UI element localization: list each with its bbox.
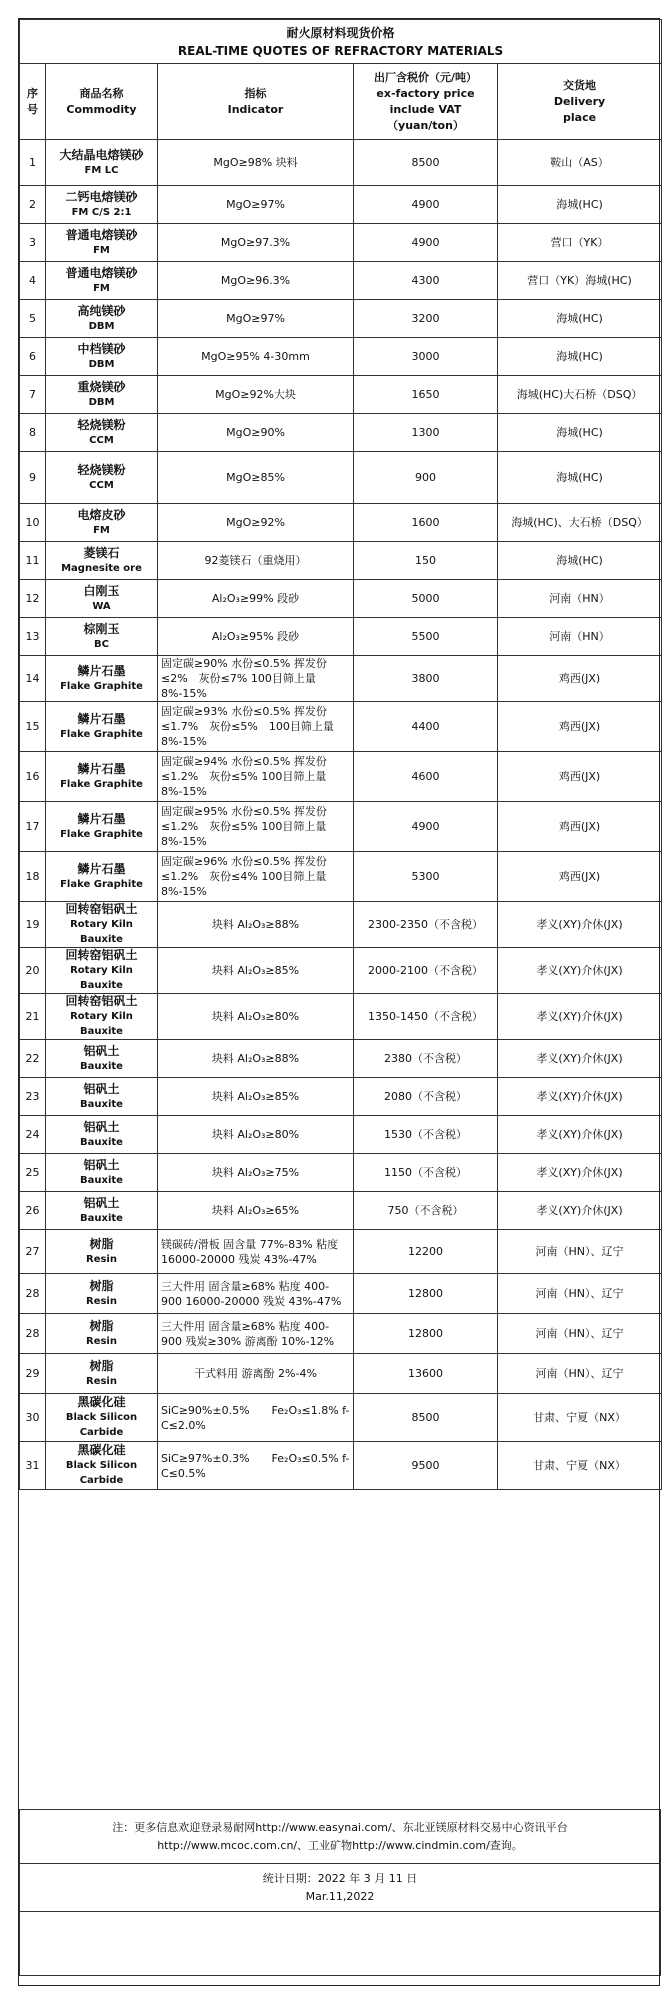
indicator-cell: 镁碳砖/滑板 固含量 77%-83% 粘度 16000-20000 残炭 43%-47%: [158, 1230, 354, 1274]
row-number: 14: [20, 656, 46, 702]
delivery-place-cell: 海城(HC): [498, 186, 662, 224]
table-row: [20, 580, 662, 618]
indicator-cell: 块料 Al₂O₃≥85%: [158, 1078, 354, 1116]
table-row: [20, 504, 662, 542]
delivery-place-cell: 河南（HN）、辽宁: [498, 1314, 662, 1354]
delivery-place-cell: 鸡西(JX): [498, 802, 662, 852]
table-row: [20, 414, 662, 452]
delivery-place-cell: 孝义(XY)介休(JX): [498, 948, 662, 994]
commodity-cn: 大结晶电熔镁砂: [59, 147, 144, 162]
table-row: [20, 1354, 662, 1394]
table-row: [20, 948, 662, 994]
commodity-cn: 鳞片石墨: [77, 811, 126, 826]
delivery-place-cell: 鸡西(JX): [498, 752, 662, 802]
delivery-place-cell: 海城(HC): [498, 338, 662, 376]
table-row: [20, 752, 662, 802]
header-price-en1: ex-factory price: [376, 86, 475, 100]
delivery-place-cell: 营口（YK）海城(HC): [498, 262, 662, 300]
commodity-cell: [46, 338, 158, 376]
commodity-en: Flake Graphite: [60, 778, 143, 790]
table-row: [20, 1442, 662, 1490]
commodity-cell: [46, 656, 158, 702]
commodity-cn: 重烧镁砂: [77, 379, 126, 394]
commodity-en: FM LC: [84, 164, 119, 176]
delivery-place-cell: 孝义(XY)介休(JX): [498, 1154, 662, 1192]
header-price: [354, 64, 498, 140]
table-row: [20, 1394, 662, 1442]
row-number: 6: [20, 338, 46, 376]
row-number: 24: [20, 1116, 46, 1154]
commodity-cn: 树脂: [89, 1278, 114, 1293]
delivery-place-cell: 鸡西(JX): [498, 656, 662, 702]
price-cell: 12800: [354, 1314, 498, 1354]
indicator-cell: 固定碳≥96% 水份≤0.5% 挥发份≤1.2% 灰份≤4% 100目筛上量 8%-15%: [158, 852, 354, 902]
title-cn: 耐火原材料现货价格: [286, 25, 395, 40]
commodity-cn: 二钙电熔镁砂: [65, 189, 138, 204]
commodity-en: BC: [94, 638, 109, 650]
commodity-cn: 黑碳化硅: [77, 1395, 126, 1409]
indicator-cell: 固定碳≥90% 水份≤0.5% 挥发份≤2% 灰份≤7% 100目筛上量 8%-15%: [158, 656, 354, 702]
footer: [19, 1809, 659, 1976]
price-cell: 2380（不含税）: [354, 1040, 498, 1078]
commodity-en: Bauxite: [80, 1060, 123, 1072]
price-cell: 2000-2100（不含税）: [354, 948, 498, 994]
commodity-cell: [46, 452, 158, 504]
delivery-place-cell: 鞍山（AS）: [498, 140, 662, 186]
header-commodity-en: Commodity: [66, 102, 137, 116]
indicator-cell: 块料 Al₂O₃≥80%: [158, 1116, 354, 1154]
commodity-cell: [46, 994, 158, 1040]
row-number: 4: [20, 262, 46, 300]
header-commodity: [46, 64, 158, 140]
commodity-en: DBM: [88, 320, 115, 332]
delivery-place-cell: 河南（HN）、辽宁: [498, 1354, 662, 1394]
price-cell: 4900: [354, 802, 498, 852]
row-number: 26: [20, 1192, 46, 1230]
commodity-en: Resin: [86, 1375, 117, 1387]
commodity-cn: 鳞片石墨: [77, 761, 126, 776]
table-row: [20, 852, 662, 902]
commodity-en: DBM: [88, 396, 115, 408]
table-row: [20, 618, 662, 656]
indicator-cell: Al₂O₃≥95% 段砂: [158, 618, 354, 656]
price-sheet: [18, 18, 660, 1986]
price-cell: 3000: [354, 338, 498, 376]
delivery-place-cell: 鸡西(JX): [498, 852, 662, 902]
commodity-cn: 树脂: [89, 1236, 114, 1251]
row-number: 28: [20, 1314, 46, 1354]
note-line-2: http://www.mcoc.com.cn/、工业矿物http://www.cindmin.com/查询。: [157, 1838, 523, 1852]
price-cell: 3800: [354, 656, 498, 702]
indicator-cell: MgO≥97%: [158, 300, 354, 338]
indicator-cell: 块料 Al₂O₃≥88%: [158, 1040, 354, 1078]
indicator-cell: 92菱镁石（重烧用）: [158, 542, 354, 580]
delivery-place-cell: 营口（YK）: [498, 224, 662, 262]
commodity-cn: 白刚玉: [83, 583, 120, 598]
commodity-cell: [46, 542, 158, 580]
header-no: 序号: [20, 64, 46, 140]
commodity-en: Bauxite: [80, 1174, 123, 1186]
commodity-cell: [46, 300, 158, 338]
table-title: [20, 20, 662, 64]
commodity-cell: [46, 1040, 158, 1078]
indicator-cell: MgO≥97.3%: [158, 224, 354, 262]
commodity-en: Flake Graphite: [60, 728, 143, 740]
row-number: 1: [20, 140, 46, 186]
table-row: [20, 1230, 662, 1274]
delivery-place-cell: 孝义(XY)介休(JX): [498, 994, 662, 1040]
commodity-cn: 黑碳化硅: [77, 1443, 126, 1457]
commodity-cn: 轻烧镁粉: [77, 462, 126, 477]
commodity-cell: [46, 1394, 158, 1442]
price-cell: 4400: [354, 702, 498, 752]
delivery-place-cell: 孝义(XY)介休(JX): [498, 1040, 662, 1078]
row-number: 8: [20, 414, 46, 452]
header-place-en2: place: [563, 110, 597, 124]
commodity-cn: 铝矾土: [83, 1195, 120, 1210]
row-number: 16: [20, 752, 46, 802]
date-cn: 统计日期：2022 年 3 月 11 日: [262, 1871, 418, 1885]
indicator-cell: SiC≥97%±0.3% Fe₂O₃≤0.5% f-C≤0.5%: [158, 1442, 354, 1490]
row-number: 20: [20, 948, 46, 994]
commodity-en: Bauxite: [80, 1212, 123, 1224]
table-row: [20, 702, 662, 752]
commodity-cell: [46, 414, 158, 452]
commodity-cell: [46, 1314, 158, 1354]
price-cell: 1300: [354, 414, 498, 452]
stat-date: [20, 1864, 661, 1912]
table-row: [20, 994, 662, 1040]
price-cell: 8500: [354, 140, 498, 186]
indicator-cell: 固定碳≥94% 水份≤0.5% 挥发份≤1.2% 灰份≤5% 100目筛上量 8%-15%: [158, 752, 354, 802]
table-row: [20, 1116, 662, 1154]
price-cell: 4900: [354, 186, 498, 224]
commodity-en: CCM: [89, 434, 114, 446]
commodity-cell: [46, 262, 158, 300]
header-price-en2: include VAT（yuan/ton）: [387, 102, 464, 132]
row-number: 25: [20, 1154, 46, 1192]
commodity-en: Resin: [86, 1253, 117, 1265]
commodity-cn: 铝矾土: [83, 1043, 120, 1058]
indicator-cell: MgO≥85%: [158, 452, 354, 504]
price-cell: 5300: [354, 852, 498, 902]
indicator-cell: MgO≥92%大块: [158, 376, 354, 414]
commodity-en: WA: [92, 600, 111, 612]
indicator-cell: 干式料用 游离酚 2%-4%: [158, 1354, 354, 1394]
commodity-cn: 轻烧镁粉: [77, 417, 126, 432]
delivery-place-cell: 河南（HN）: [498, 618, 662, 656]
price-cell: 12200: [354, 1230, 498, 1274]
note-line-1: 注：更多信息欢迎登录易耐网http://www.easynai.com/、东北亚镁原材料交易中心资讯平台: [112, 1820, 568, 1834]
row-number: 30: [20, 1394, 46, 1442]
row-number: 2: [20, 186, 46, 224]
table-row: [20, 656, 662, 702]
commodity-cn: 普通电熔镁砂: [65, 227, 138, 242]
commodity-en: Flake Graphite: [60, 828, 143, 840]
commodity-cn: 普通电熔镁砂: [65, 265, 138, 280]
header-place-cn: 交货地: [563, 78, 597, 92]
indicator-cell: 块料 Al₂O₃≥65%: [158, 1192, 354, 1230]
price-cell: 4600: [354, 752, 498, 802]
delivery-place-cell: 孝义(XY)介休(JX): [498, 902, 662, 948]
delivery-place-cell: 海城(HC): [498, 414, 662, 452]
commodity-cell: [46, 802, 158, 852]
price-cell: 1650: [354, 376, 498, 414]
commodity-cn: 铝矾土: [83, 1119, 120, 1134]
row-number: 31: [20, 1442, 46, 1490]
table-body: [20, 140, 662, 1490]
commodity-en: CCM: [89, 479, 114, 491]
price-cell: 13600: [354, 1354, 498, 1394]
price-cell: 8500: [354, 1394, 498, 1442]
table-row: [20, 452, 662, 504]
commodity-cell: [46, 902, 158, 948]
table-row: [20, 300, 662, 338]
commodity-cell: [46, 504, 158, 542]
delivery-place-cell: 孝义(XY)介休(JX): [498, 1116, 662, 1154]
row-number: 29: [20, 1354, 46, 1394]
commodity-cell: [46, 948, 158, 994]
commodity-en: Magnesite ore: [61, 562, 142, 574]
table-row: [20, 1274, 662, 1314]
delivery-place-cell: 海城(HC): [498, 452, 662, 504]
price-cell: 12800: [354, 1274, 498, 1314]
row-number: 9: [20, 452, 46, 504]
price-cell: 2080（不含税）: [354, 1078, 498, 1116]
indicator-cell: MgO≥90%: [158, 414, 354, 452]
indicator-cell: MgO≥96.3%: [158, 262, 354, 300]
indicator-cell: MgO≥92%: [158, 504, 354, 542]
row-number: 21: [20, 994, 46, 1040]
table-row: [20, 262, 662, 300]
delivery-place-cell: 鸡西(JX): [498, 702, 662, 752]
commodity-en: FM: [93, 244, 110, 256]
price-table: [19, 19, 662, 1490]
delivery-place-cell: 海城(HC)大石桥（DSQ）: [498, 376, 662, 414]
price-cell: 1150（不含税）: [354, 1154, 498, 1192]
indicator-cell: MgO≥98% 块料: [158, 140, 354, 186]
header-indicator-en: Indicator: [227, 102, 284, 116]
commodity-en: Rotary Kiln Bauxite: [70, 965, 133, 991]
commodity-cn: 棕刚玉: [83, 621, 120, 636]
indicator-cell: 块料 Al₂O₃≥75%: [158, 1154, 354, 1192]
delivery-place-cell: 孝义(XY)介休(JX): [498, 1192, 662, 1230]
commodity-cn: 树脂: [89, 1318, 114, 1333]
row-number: 5: [20, 300, 46, 338]
delivery-place-cell: 甘肃、宁夏（NX）: [498, 1442, 662, 1490]
note: [20, 1810, 661, 1864]
indicator-cell: 固定碳≥93% 水份≤0.5% 挥发份≤1.7% 灰份≤5% 100目筛上量 8%-15%: [158, 702, 354, 752]
table-row: [20, 1154, 662, 1192]
table-row: [20, 1040, 662, 1078]
delivery-place-cell: 甘肃、宁夏（NX）: [498, 1394, 662, 1442]
header-price-cn: 出厂含税价（元/吨）: [373, 70, 478, 84]
delivery-place-cell: 海城(HC): [498, 300, 662, 338]
commodity-cn: 菱镁石: [83, 545, 120, 560]
commodity-cn: 铝矾土: [83, 1081, 120, 1096]
commodity-en: FM C/S 2:1: [71, 206, 132, 218]
price-cell: 1600: [354, 504, 498, 542]
price-cell: 750（不含税）: [354, 1192, 498, 1230]
commodity-cell: [46, 618, 158, 656]
commodity-cell: [46, 1116, 158, 1154]
row-number: 3: [20, 224, 46, 262]
commodity-cn: 鳞片石墨: [77, 861, 126, 876]
header-indicator: [158, 64, 354, 140]
commodity-en: Black Silicon Carbide: [65, 1412, 138, 1438]
commodity-cell: [46, 752, 158, 802]
commodity-cell: [46, 1442, 158, 1490]
indicator-cell: 三大件用 固含量≥68% 粘度 400-900 16000-20000 残炭 43%-47%: [158, 1274, 354, 1314]
commodity-en: Rotary Kiln Bauxite: [70, 1011, 133, 1037]
commodity-cn: 高纯镁砂: [77, 303, 126, 318]
indicator-cell: Al₂O₃≥99% 段砂: [158, 580, 354, 618]
row-number: 11: [20, 542, 46, 580]
commodity-cell: [46, 1154, 158, 1192]
price-cell: 9500: [354, 1442, 498, 1490]
indicator-cell: SiC≥90%±0.5% Fe₂O₃≤1.8% f-C≤2.0%: [158, 1394, 354, 1442]
table-row: [20, 376, 662, 414]
title-en: REAL-TIME QUOTES OF REFRACTORY MATERIALS: [177, 43, 504, 58]
row-number: 18: [20, 852, 46, 902]
table-row: [20, 338, 662, 376]
indicator-cell: MgO≥97%: [158, 186, 354, 224]
commodity-en: DBM: [88, 358, 115, 370]
date-en: Mar.11,2022: [305, 1889, 375, 1903]
indicator-cell: MgO≥95% 4-30mm: [158, 338, 354, 376]
commodity-cell: [46, 376, 158, 414]
commodity-cell: [46, 224, 158, 262]
commodity-cell: [46, 702, 158, 752]
commodity-cell: [46, 1078, 158, 1116]
table-row: [20, 140, 662, 186]
commodity-cn: 回转窑铝矾土: [65, 994, 138, 1008]
price-cell: 900: [354, 452, 498, 504]
indicator-cell: 块料 Al₂O₃≥80%: [158, 994, 354, 1040]
price-cell: 1530（不含税）: [354, 1116, 498, 1154]
row-number: 22: [20, 1040, 46, 1078]
header-indicator-cn: 指标: [244, 86, 267, 100]
blank-footer-cell: [20, 1912, 661, 1976]
commodity-cn: 鳞片石墨: [77, 711, 126, 726]
indicator-cell: 块料 Al₂O₃≥85%: [158, 948, 354, 994]
commodity-cell: [46, 1274, 158, 1314]
delivery-place-cell: 孝义(XY)介休(JX): [498, 1078, 662, 1116]
commodity-cn: 树脂: [89, 1358, 114, 1373]
commodity-en: Bauxite: [80, 1098, 123, 1110]
table-row: [20, 542, 662, 580]
commodity-cell: [46, 852, 158, 902]
footer-table: [19, 1809, 661, 1976]
commodity-cn: 电熔皮砂: [77, 507, 126, 522]
price-cell: 150: [354, 542, 498, 580]
commodity-en: Resin: [86, 1295, 117, 1307]
commodity-cn: 铝矾土: [83, 1157, 120, 1172]
table-row: [20, 902, 662, 948]
table-row: [20, 1192, 662, 1230]
indicator-cell: 块料 Al₂O₃≥88%: [158, 902, 354, 948]
row-number: 23: [20, 1078, 46, 1116]
commodity-cell: [46, 580, 158, 618]
commodity-cn: 回转窑铝矾土: [65, 948, 138, 962]
price-cell: 1350-1450（不含税）: [354, 994, 498, 1040]
commodity-en: Flake Graphite: [60, 878, 143, 890]
commodity-cell: [46, 1230, 158, 1274]
table-row: [20, 802, 662, 852]
commodity-cn: 鳞片石墨: [77, 663, 126, 678]
delivery-place-cell: 河南（HN）: [498, 580, 662, 618]
row-number: 7: [20, 376, 46, 414]
commodity-en: Rotary Kiln Bauxite: [70, 919, 133, 945]
row-number: 13: [20, 618, 46, 656]
commodity-cell: [46, 186, 158, 224]
commodity-en: Black Silicon Carbide: [65, 1460, 138, 1486]
price-cell: 4900: [354, 224, 498, 262]
delivery-place-cell: 海城(HC): [498, 542, 662, 580]
row-number: 28: [20, 1274, 46, 1314]
commodity-en: FM: [93, 282, 110, 294]
commodity-en: Bauxite: [80, 1136, 123, 1148]
row-number: 15: [20, 702, 46, 752]
indicator-cell: 三大件用 固含量≥68% 粘度 400-900 残炭≥30% 游离酚 10%-12%: [158, 1314, 354, 1354]
commodity-cell: [46, 1354, 158, 1394]
commodity-en: FM: [93, 524, 110, 536]
delivery-place-cell: 河南（HN）、辽宁: [498, 1274, 662, 1314]
table-row: [20, 186, 662, 224]
row-number: 12: [20, 580, 46, 618]
price-cell: 5000: [354, 580, 498, 618]
commodity-cn: 中档镁砂: [77, 341, 126, 356]
price-cell: 4300: [354, 262, 498, 300]
commodity-en: Resin: [86, 1335, 117, 1347]
price-cell: 3200: [354, 300, 498, 338]
row-number: 10: [20, 504, 46, 542]
commodity-cell: [46, 140, 158, 186]
table-row: [20, 224, 662, 262]
header-place-en1: Delivery: [553, 94, 606, 108]
commodity-cn: 回转窑铝矾土: [65, 902, 138, 916]
row-number: 27: [20, 1230, 46, 1274]
price-cell: 2300-2350（不含税）: [354, 902, 498, 948]
header-commodity-cn: 商品名称: [79, 86, 124, 100]
commodity-cell: [46, 1192, 158, 1230]
price-cell: 5500: [354, 618, 498, 656]
commodity-en: Flake Graphite: [60, 680, 143, 692]
delivery-place-cell: 河南（HN）、辽宁: [498, 1230, 662, 1274]
table-row: [20, 1314, 662, 1354]
header-row: [20, 64, 662, 140]
table-row: [20, 1078, 662, 1116]
row-number: 19: [20, 902, 46, 948]
delivery-place-cell: 海城(HC)、大石桥（DSQ）: [498, 504, 662, 542]
header-place: [498, 64, 662, 140]
row-number: 17: [20, 802, 46, 852]
indicator-cell: 固定碳≥95% 水份≤0.5% 挥发份≤1.2% 灰份≤5% 100目筛上量 8%-15%: [158, 802, 354, 852]
